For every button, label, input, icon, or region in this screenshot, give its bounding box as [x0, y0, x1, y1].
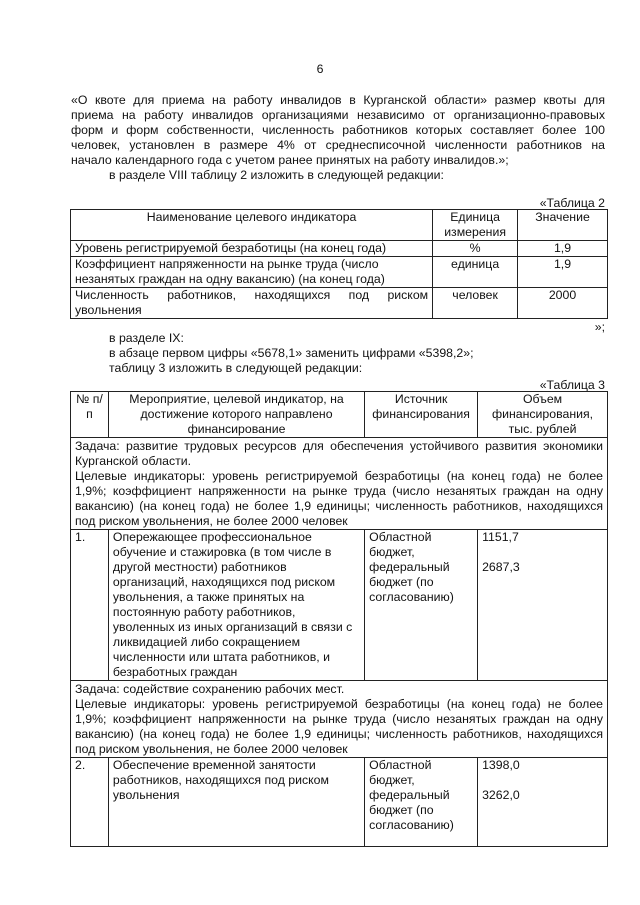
- section-ix-line2: таблицу 3 изложить в следующей редакции:: [109, 361, 363, 375]
- table3-row-amount: [478, 758, 608, 847]
- table3-header-source: Источник финансирования: [365, 392, 478, 438]
- table2-cell: Коэффициент напряженности на рынке труда (число незанятых граждан на одну вакансию) (на конец года): [71, 257, 433, 288]
- source-federal: федеральный бюджет (по согласованию): [369, 560, 454, 604]
- table2-cell: 1,9: [518, 257, 608, 288]
- table3-row-activity: Обеспечение временной занятости работников, находящихся под риском увольнения: [108, 758, 364, 847]
- intro-line: форм и форм собственности, численность работников которых составляет более 100: [71, 123, 605, 137]
- indicators-text: Целевые индикаторы: уровень регистрируемой безработицы (на конец года) не более 1,9%; коэффициент напряженности на рынке труда (число незанятых граждан на одну вакансию) (на конец года) не более 1,9 единицы; численность работников, находящихся под риском увольнения, не более 2000 человек: [75, 697, 603, 756]
- source-regional: Областной бюджет,: [369, 530, 432, 559]
- amount-regional: 1398,0: [482, 758, 520, 772]
- table2-closing: »;: [594, 320, 605, 334]
- table-3: [70, 391, 608, 847]
- table2-cell: единица: [433, 257, 518, 288]
- table-2: [70, 209, 608, 319]
- section-ix-heading: в разделе IX:: [109, 331, 184, 345]
- task-text: Задача: содействие сохранению рабочих мест.: [75, 682, 345, 696]
- table2-header-value: Значение: [518, 210, 608, 241]
- table3-header-num: № п/п: [71, 392, 109, 438]
- amount-regional: 1151,7: [482, 530, 519, 544]
- table2-caption: «Таблица 2: [539, 196, 605, 210]
- source-regional: Областной бюджет,: [369, 758, 432, 787]
- page-number: 6: [316, 62, 324, 76]
- section-viii-instruction: в разделе VIII таблицу 2 изложить в следующей редакции:: [109, 168, 444, 182]
- table3-row-source: [365, 530, 478, 681]
- intro-line: «О квоте для приема на работу инвалидов в Курганской области» размер квоты для: [71, 93, 605, 107]
- table2-cell: Численность работников, находящихся под риском увольнения: [71, 288, 433, 319]
- table2-cell: 1,9: [518, 241, 608, 257]
- table3-caption: «Таблица 3: [539, 378, 605, 392]
- table2-cell: Уровень регистрируемой безработицы (на конец года): [71, 241, 433, 257]
- intro-line: приема на работу инвалидов организациями независимо от организационно-правовых: [71, 108, 605, 122]
- intro-line: человек, установлен в размере 4% от среднесписочной численности работников на: [71, 138, 605, 152]
- intro-paragraph: [71, 93, 605, 168]
- table2-header-unit: Единица измерения: [433, 210, 518, 241]
- table3-task-block: [71, 438, 608, 530]
- table2-header-name: Наименование целевого индикатора: [71, 210, 433, 241]
- table2-cell: %: [433, 241, 518, 257]
- table2-cell: 2000: [518, 288, 608, 319]
- table3-row-amount: [478, 530, 608, 681]
- intro-line: начало календарного года с учетом ранее принятых на работу инвалидов.»;: [71, 153, 509, 167]
- amount-federal: 2687,3: [482, 560, 520, 574]
- indicators-text: Целевые индикаторы: уровень регистрируемой безработицы (на конец года) не более 1,9%; коэффициент напряженности на рынке труда (число незанятых граждан на одну вакансию) (на конец года) не более 1,9 единицы; численность работников, находящихся под риском увольнения, не более 2000 человек: [75, 469, 603, 528]
- table3-header-activity: Мероприятие, целевой индикатор, на достижение которого направлено финансирование: [108, 392, 364, 438]
- table3-row-num: 2.: [71, 758, 109, 847]
- source-federal: федеральный бюджет (по согласованию): [369, 788, 454, 832]
- table3-task-block: [71, 681, 608, 758]
- table3-row-activity: Опережающее профессиональное обучение и стажировка (в том числе в другой местности) работников организаций, находящихся под риском увольнения, а также принятых на постоянную работу работников, уволенных из иных организаций в связи с ликвидацией либо сокращением численности или штата работников, и безработных граждан: [108, 530, 364, 681]
- table3-row-num: 1.: [71, 530, 109, 681]
- table3-row-source: [365, 758, 478, 847]
- task-text: Задача: развитие трудовых ресурсов для обеспечения устойчивого развития экономики Курганской области.: [75, 439, 603, 468]
- table3-header-amount: Объем финансирования, тыс. рублей: [478, 392, 608, 438]
- section-ix-line1: в абзаце первом цифры «5678,1» заменить цифрами «5398,2»;: [109, 346, 474, 360]
- table2-cell: человек: [433, 288, 518, 319]
- amount-federal: 3262,0: [482, 788, 520, 802]
